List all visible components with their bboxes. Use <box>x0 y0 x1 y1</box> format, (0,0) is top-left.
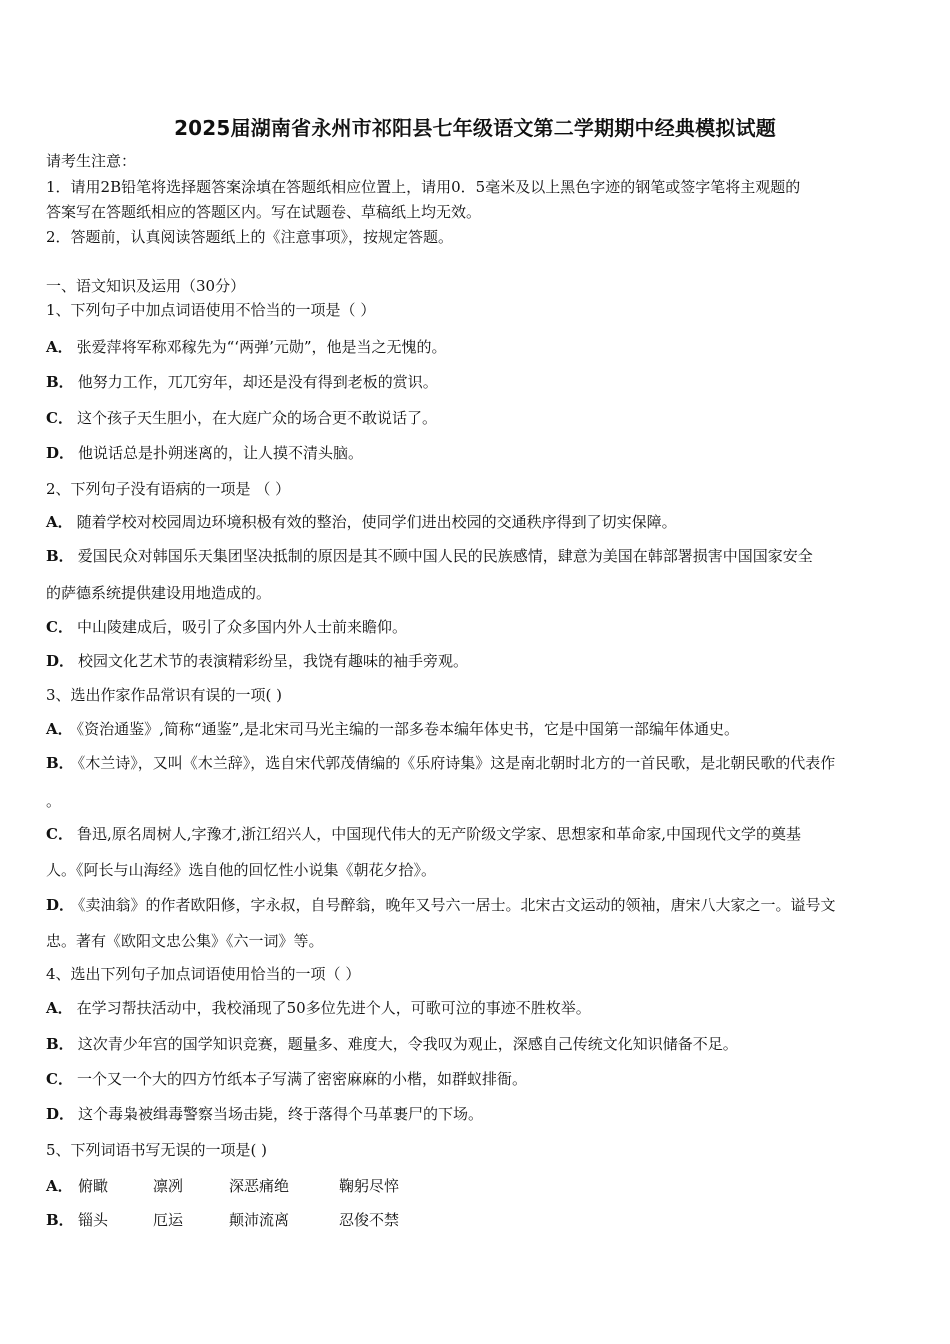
option-letter: C． <box>46 825 73 843</box>
page-title: 2025届湖南省永州市祁阳县七年级语文第二学期期中经典模拟试题 <box>174 116 776 140</box>
option-text: 这次青少年宫的国学知识竞赛，题量多、难度大，令我叹为观止，深感自己传统文化知识储备不足。 <box>77 1035 738 1053</box>
option <box>46 753 906 773</box>
option-text: 他说话总是扑朔迷离的，让人摸不清头脑。 <box>78 444 364 462</box>
option-letter: D． <box>46 652 75 670</box>
question-stem: 5、下列词语书写无误的一项是( ) <box>46 1141 268 1159</box>
option-text: 《木兰诗》，又叫《木兰辞》，选自宋代郭茂倩编的《乐府诗集》这是南北朝时北方的一首民歌，是北朝民歌的代表作 <box>77 754 836 772</box>
option-letter: C． <box>46 618 73 636</box>
option-text: 这个孩子天生胆小，在大庭广众的场合更不敢说话了。 <box>76 409 437 427</box>
option <box>46 895 906 915</box>
option-text: 中山陵建成后，吸引了众多国内外人士前来瞻仰。 <box>76 618 407 636</box>
option <box>46 824 906 844</box>
word-option <box>46 1210 906 1230</box>
option-word: 凛冽 <box>153 1177 184 1195</box>
option-word: 深恶痛绝 <box>229 1177 290 1195</box>
option <box>46 512 906 532</box>
option-continuation: 的萨德系统提供建设用地造成的。 <box>46 584 272 602</box>
option <box>46 337 906 357</box>
option <box>46 443 906 463</box>
notice-line: 1．请用2B铅笔将选择题答案涂填在答题纸相应位置上，请用0．5毫米及以上黑色字迹的钢笔或签字笔将主观题的 <box>46 178 801 196</box>
option <box>46 372 906 392</box>
question-stem: 1、下列句子中加点词语使用不恰当的一项是（ ） <box>46 301 376 319</box>
notice-line: 2．答题前，认真阅读答题纸上的《注意事项》，按规定答题。 <box>46 228 454 246</box>
option-continuation: 。 <box>46 792 62 810</box>
option-letter: D． <box>46 896 75 914</box>
option-text: 爱国民众对韩国乐天集团坚决抵制的原因是其不顾中国人民的民族感情，肆意为美国在韩部署损害中国国家安全 <box>77 547 813 565</box>
option <box>46 1104 906 1124</box>
option-word: 厄运 <box>153 1211 184 1229</box>
option-word: 忍俊不禁 <box>339 1211 400 1229</box>
option-text: 他努力工作，兀兀穷年，却还是没有得到老板的赏识。 <box>77 373 438 391</box>
option-letter: A． <box>46 999 73 1017</box>
question-stem: 3、选出作家作品常识有误的一项( ) <box>46 686 283 704</box>
option-letter: A． <box>46 720 73 738</box>
notice-heading: 请考生注意： <box>46 152 137 170</box>
option-letter: D． <box>46 1105 75 1123</box>
option-letter: A． <box>46 513 73 531</box>
option-continuation: 人。《阿长与山海经》选自他的回忆性小说集《朝花夕拾》。 <box>46 861 437 879</box>
option <box>46 651 906 671</box>
option-text: 张爱萍将军称邓稼先为“‘两弹’元勋”，他是当之无愧的。 <box>76 338 447 356</box>
option-letter: C． <box>46 409 73 427</box>
section-heading: 一、语文知识及运用（30分） <box>46 277 246 295</box>
option-continuation: 忠。著有《欧阳文忠公集》《六一词》等。 <box>46 932 324 950</box>
option-letter: B． <box>46 754 74 772</box>
question-stem: 4、选出下列句子加点词语使用恰当的一项（ ） <box>46 965 361 983</box>
option-text: 《资治通鉴》,简称“通鉴”,是北宋司马光主编的一部多卷本编年体史书，它是中国第一部编年体通史。 <box>76 720 740 738</box>
option-text: 《卖油翁》的作者欧阳修，字永叔，自号醉翁，晚年又号六一居士。北宋古文运动的领袖，唐宋八大家之一。谥号文 <box>78 896 836 914</box>
option-letter: B． <box>46 547 74 565</box>
option <box>46 1069 906 1089</box>
option <box>46 719 906 739</box>
option-word: 颠沛流离 <box>229 1211 290 1229</box>
option-word: 鞠躬尽悴 <box>339 1177 400 1195</box>
question-stem: 2、下列句子没有语病的一项是 （ ） <box>46 480 291 498</box>
option-letter: A． <box>46 1177 73 1195</box>
option-text: 鲁迅,原名周树人,字豫才,浙江绍兴人，中国现代伟大的无产阶级文学家、思想家和革命家,中国现代文学的奠基 <box>76 825 802 843</box>
option-text: 一个又一个大的四方竹纸本子写满了密密麻麻的小楷，如群蚁排衙。 <box>76 1070 527 1088</box>
option-letter: C． <box>46 1070 73 1088</box>
option <box>46 1034 906 1054</box>
option-letter: D． <box>46 444 75 462</box>
option-word: 锱头 <box>78 1211 109 1229</box>
option-text: 随着学校对校园周边环境积极有效的整治，使同学们进出校园的交通秩序得到了切实保障。 <box>76 513 677 531</box>
option <box>46 998 906 1018</box>
word-option <box>46 1176 906 1196</box>
option-text: 这个毒枭被缉毒警察当场击毙，终于落得个马革裹尸的下场。 <box>78 1105 484 1123</box>
option-letter: B． <box>46 1035 74 1053</box>
notice-line: 答案写在答题纸相应的答题区内。写在试题卷、草稿纸上均无效。 <box>46 203 482 221</box>
option-letter: B． <box>46 1211 74 1229</box>
option <box>46 617 906 637</box>
option-text: 在学习帮扶活动中，我校涌现了50多位先进个人，可歌可泣的事迹不胜枚举。 <box>76 999 591 1017</box>
option-word: 俯瞰 <box>78 1177 109 1195</box>
option <box>46 546 906 566</box>
option-letter: A． <box>46 338 73 356</box>
option <box>46 408 906 428</box>
option-text: 校园文化艺术节的表演精彩纷呈，我饶有趣味的袖手旁观。 <box>78 652 469 670</box>
option-letter: B． <box>46 373 74 391</box>
